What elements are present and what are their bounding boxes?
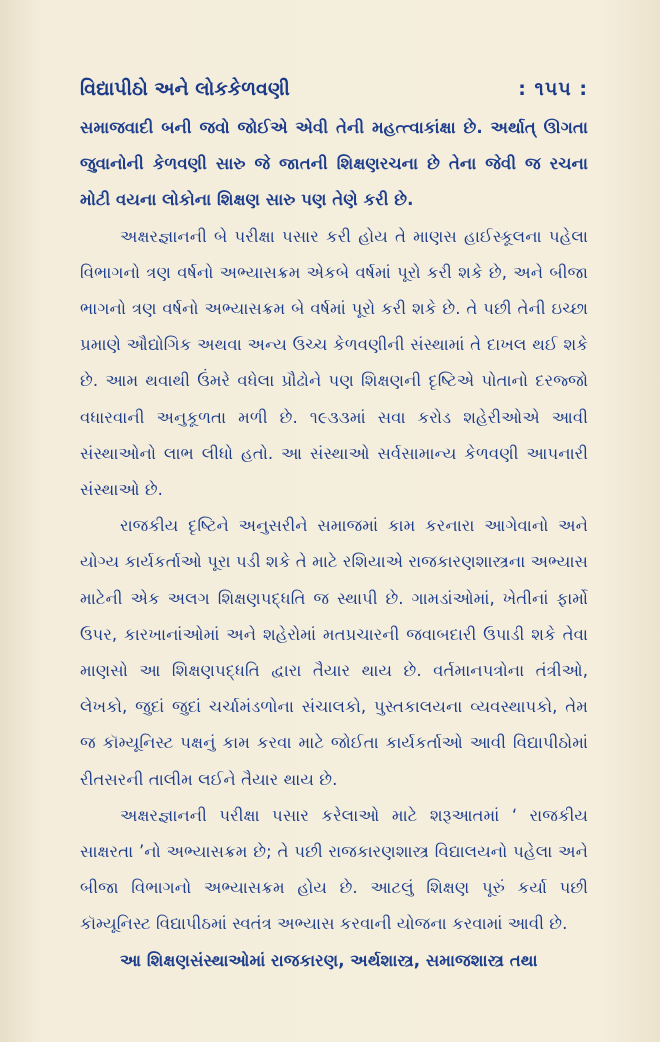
- paragraph-5: આ શિક્ષણસંસ્થાઓમાં રાજકારણ, અર્થશાસ્ત્ર, સમાજશાસ્ત્ર તથા: [120, 950, 538, 970]
- body-text: [80, 110, 588, 979]
- chapter-title: વિદ્યાપીઠો અને લોકકેળવણી: [80, 78, 290, 100]
- paragraph-4: અક્ષરજ્ઞાનની પરીક્ષા પસાર કરેલાઓ માટે શરૂઆતમાં ‘ રાજકીય સાક્ષરતા ’નો અભ્યાસક્રમ છે; તે પછી રાજકારણશાસ્ત્ર વિદ્યાલયનો પહેલા અને બીજા વિભાગનો અભ્યાસક્રમ હોય છે. આટલું શિક્ષણ પૂરું કર્યા પછી કૉમ્યૂનિસ્ટ વિદ્યાપીઠમાં સ્વતંત્ર અભ્યાસ કરવાની યોજના કરવામાં આવી છે.: [80, 805, 588, 934]
- paragraph-3: રાજકીય દૃષ્ટિને અનુસરીને સમાજમાં કામ કરનારા આગેવાનો અને યોગ્ય કાર્યકર્તાઓ પૂરા પડી શકે તે માટે રશિયાએ રાજકારણશાસ્ત્રના અભ્યાસ માટેની એક અલગ શિક્ષણપદ્ધતિ જ સ્થાપી છે. ગામડાંઓમાં, ખેતીનાં ફાર્મો ઉપર, કારખાનાંઓમાં અને શહેરોમાં મતપ્રચારની જવાબદારી ઉપાડી શકે તેવા માણસો આ શિક્ષણપદ્ધતિ દ્વારા તૈયાર થાય છે. વર્તમાનપત્રોના તંત્રીઓ, લેખકો, જુદાં જુદાં ચર્ચામંડળોના સંચાલકો, પુસ્તકાલયના વ્યવસ્થાપકો, તેમ જ કૉમ્યૂનિસ્ટ પક્ષનું કામ કરવા માટે જોઈતા કાર્યકર્તાઓ આવી વિદ્યાપીઠોમાં રીતસરની તાલીમ લઈને તૈયાર થાય છે.: [80, 516, 588, 789]
- page-number: : ૧૫૫ :: [518, 78, 588, 100]
- paragraph-1: સમાજવાદી બની જવો જોઈએ એવી તેની મહત્ત્વાકાંક્ષા છે. અર્થાત્ ઊગતા જુવાનોની કેળવણી સારુ જે જાતની શિક્ષણરચના છે તેના જેવી જ રચના મોટી વયના લોકોના શિક્ષણ સારુ પણ તેણે કરી છે.: [80, 118, 588, 210]
- paragraph-2: અક્ષરજ્ઞાનની બે પરીક્ષા પસાર કરી હોય તે માણસ હાઈસ્કૂલના પહેલા વિભાગનો ત્રણ વર્ષનો અભ્યાસક્રમ એકબે વર્ષમાં પૂરો કરી શકે છે, અને બીજા ભાગનો ત્રણ વર્ષનો અભ્યાસક્રમ બે વર્ષમાં પૂરો કરી શકે છે. તે પછી તેની ઇચ્છા પ્રમાણે ઔદ્યોગિક અથવા અન્ય ઉચ્ચ કેળવણીની સંસ્થામાં તે દાખલ થઈ શકે છે. આમ થવાથી ઉંમરે વધેલા પ્રૌઢોને પણ શિક્ષણની દૃષ્ટિએ પોતાનો દરજ્જો વધારવાની અનુકૂળતા મળી છે. ૧૯૩૩માં સવા કરોડ શહેરીઓએ આવી સંસ્થાઓનો લાભ લીધો હતો. આ સંસ્થાઓ સર્વસામાન્ય કેળવણી આપનારી સંસ્થાઓ છે.: [80, 226, 588, 500]
- running-header: [80, 78, 588, 100]
